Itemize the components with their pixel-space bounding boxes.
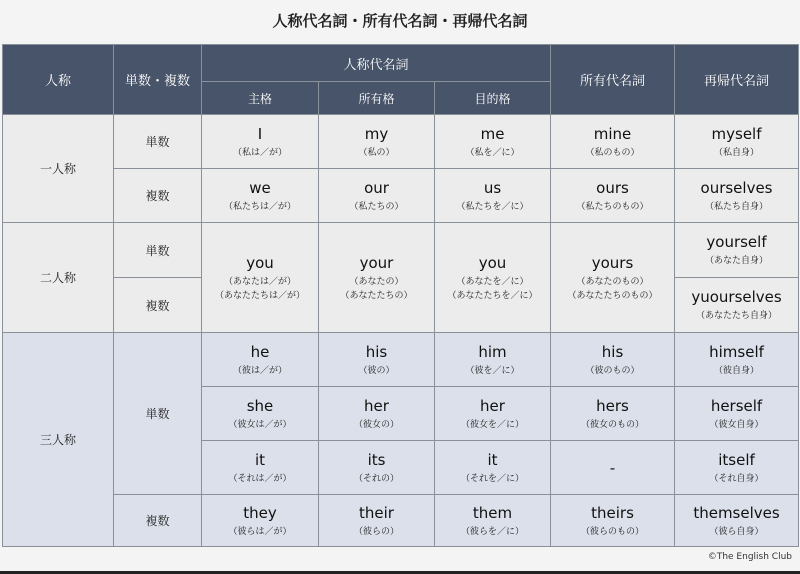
header-objective-case: 目的格 [435,82,551,115]
header-personal-pronoun: 人称代名詞 [202,45,551,82]
cell-objective: us （私たちを／に） [435,169,551,223]
cell-reflexive: himself （彼自身） [675,333,799,387]
cell-possessive-case: my （私の） [319,115,435,169]
cell-possessive-pronoun: - [551,441,675,495]
label-plural: 複数 [114,169,202,223]
header-possessive-case: 所有格 [319,82,435,115]
cell-objective: you （あなたを／に） （あなたたちを／に） [435,223,551,333]
cell-subject: it （それは／が） [202,441,319,495]
cell-possessive-pronoun: his （彼のもの） [551,333,675,387]
label-third-person: 三人称 [3,333,114,547]
cell-possessive-pronoun: ours （私たちのもの） [551,169,675,223]
cell-subject: they （彼らは／が） [202,495,319,547]
cell-possessive-case: your （あなたの） （あなたたちの） [319,223,435,333]
header-reflexive-pronoun: 再帰代名詞 [675,45,799,115]
cell-possessive-case: our （私たちの） [319,169,435,223]
cell-reflexive: yourself （あなた自身） [675,223,799,278]
cell-reflexive: itself （それ自身） [675,441,799,495]
cell-objective: it （それを／に） [435,441,551,495]
label-singular: 単数 [114,115,202,169]
cell-possessive-case: his （彼の） [319,333,435,387]
cell-reflexive: ourselves （私たち自身） [675,169,799,223]
cell-possessive-pronoun: mine （私のもの） [551,115,675,169]
header-subject-case: 主格 [202,82,319,115]
cell-reflexive: themselves （彼ら自身） [675,495,799,547]
cell-possessive-pronoun: hers （彼女のもの） [551,387,675,441]
label-first-person: 一人称 [3,115,114,223]
cell-subject: I （私は／が） [202,115,319,169]
cell-reflexive: yuourselves （あなたたち自身） [675,278,799,333]
label-plural: 複数 [114,495,202,547]
cell-possessive-case: its （それの） [319,441,435,495]
label-singular: 単数 [114,223,202,278]
label-plural: 複数 [114,278,202,333]
header-number: 単数・複数 [114,45,202,115]
cell-objective: me （私を／に） [435,115,551,169]
cell-subject: she （彼女は／が） [202,387,319,441]
header-possessive-pronoun: 所有代名詞 [551,45,675,115]
copyright: ©The English Club [707,552,792,562]
cell-objective: him （彼を／に） [435,333,551,387]
page-title: 人称代名詞・所有代名詞・再帰代名詞 [272,12,528,30]
label-second-person: 二人称 [3,223,114,333]
cell-reflexive: herself （彼女自身） [675,387,799,441]
pronoun-table [2,44,799,547]
label-singular: 単数 [114,333,202,495]
cell-subject: you （あなたは／が） （あなたたちは／が） [202,223,319,333]
cell-possessive-case: their （彼らの） [319,495,435,547]
cell-possessive-case: her （彼女の） [319,387,435,441]
header-person: 人称 [3,45,114,115]
cell-subject: he （彼は／が） [202,333,319,387]
cell-objective: her （彼女を／に） [435,387,551,441]
cell-reflexive: myself （私自身） [675,115,799,169]
cell-possessive-pronoun: yours （あなたのもの） （あなたたちのもの） [551,223,675,333]
cell-objective: them （彼らを／に） [435,495,551,547]
cell-possessive-pronoun: theirs （彼らのもの） [551,495,675,547]
cell-subject: we （私たちは／が） [202,169,319,223]
